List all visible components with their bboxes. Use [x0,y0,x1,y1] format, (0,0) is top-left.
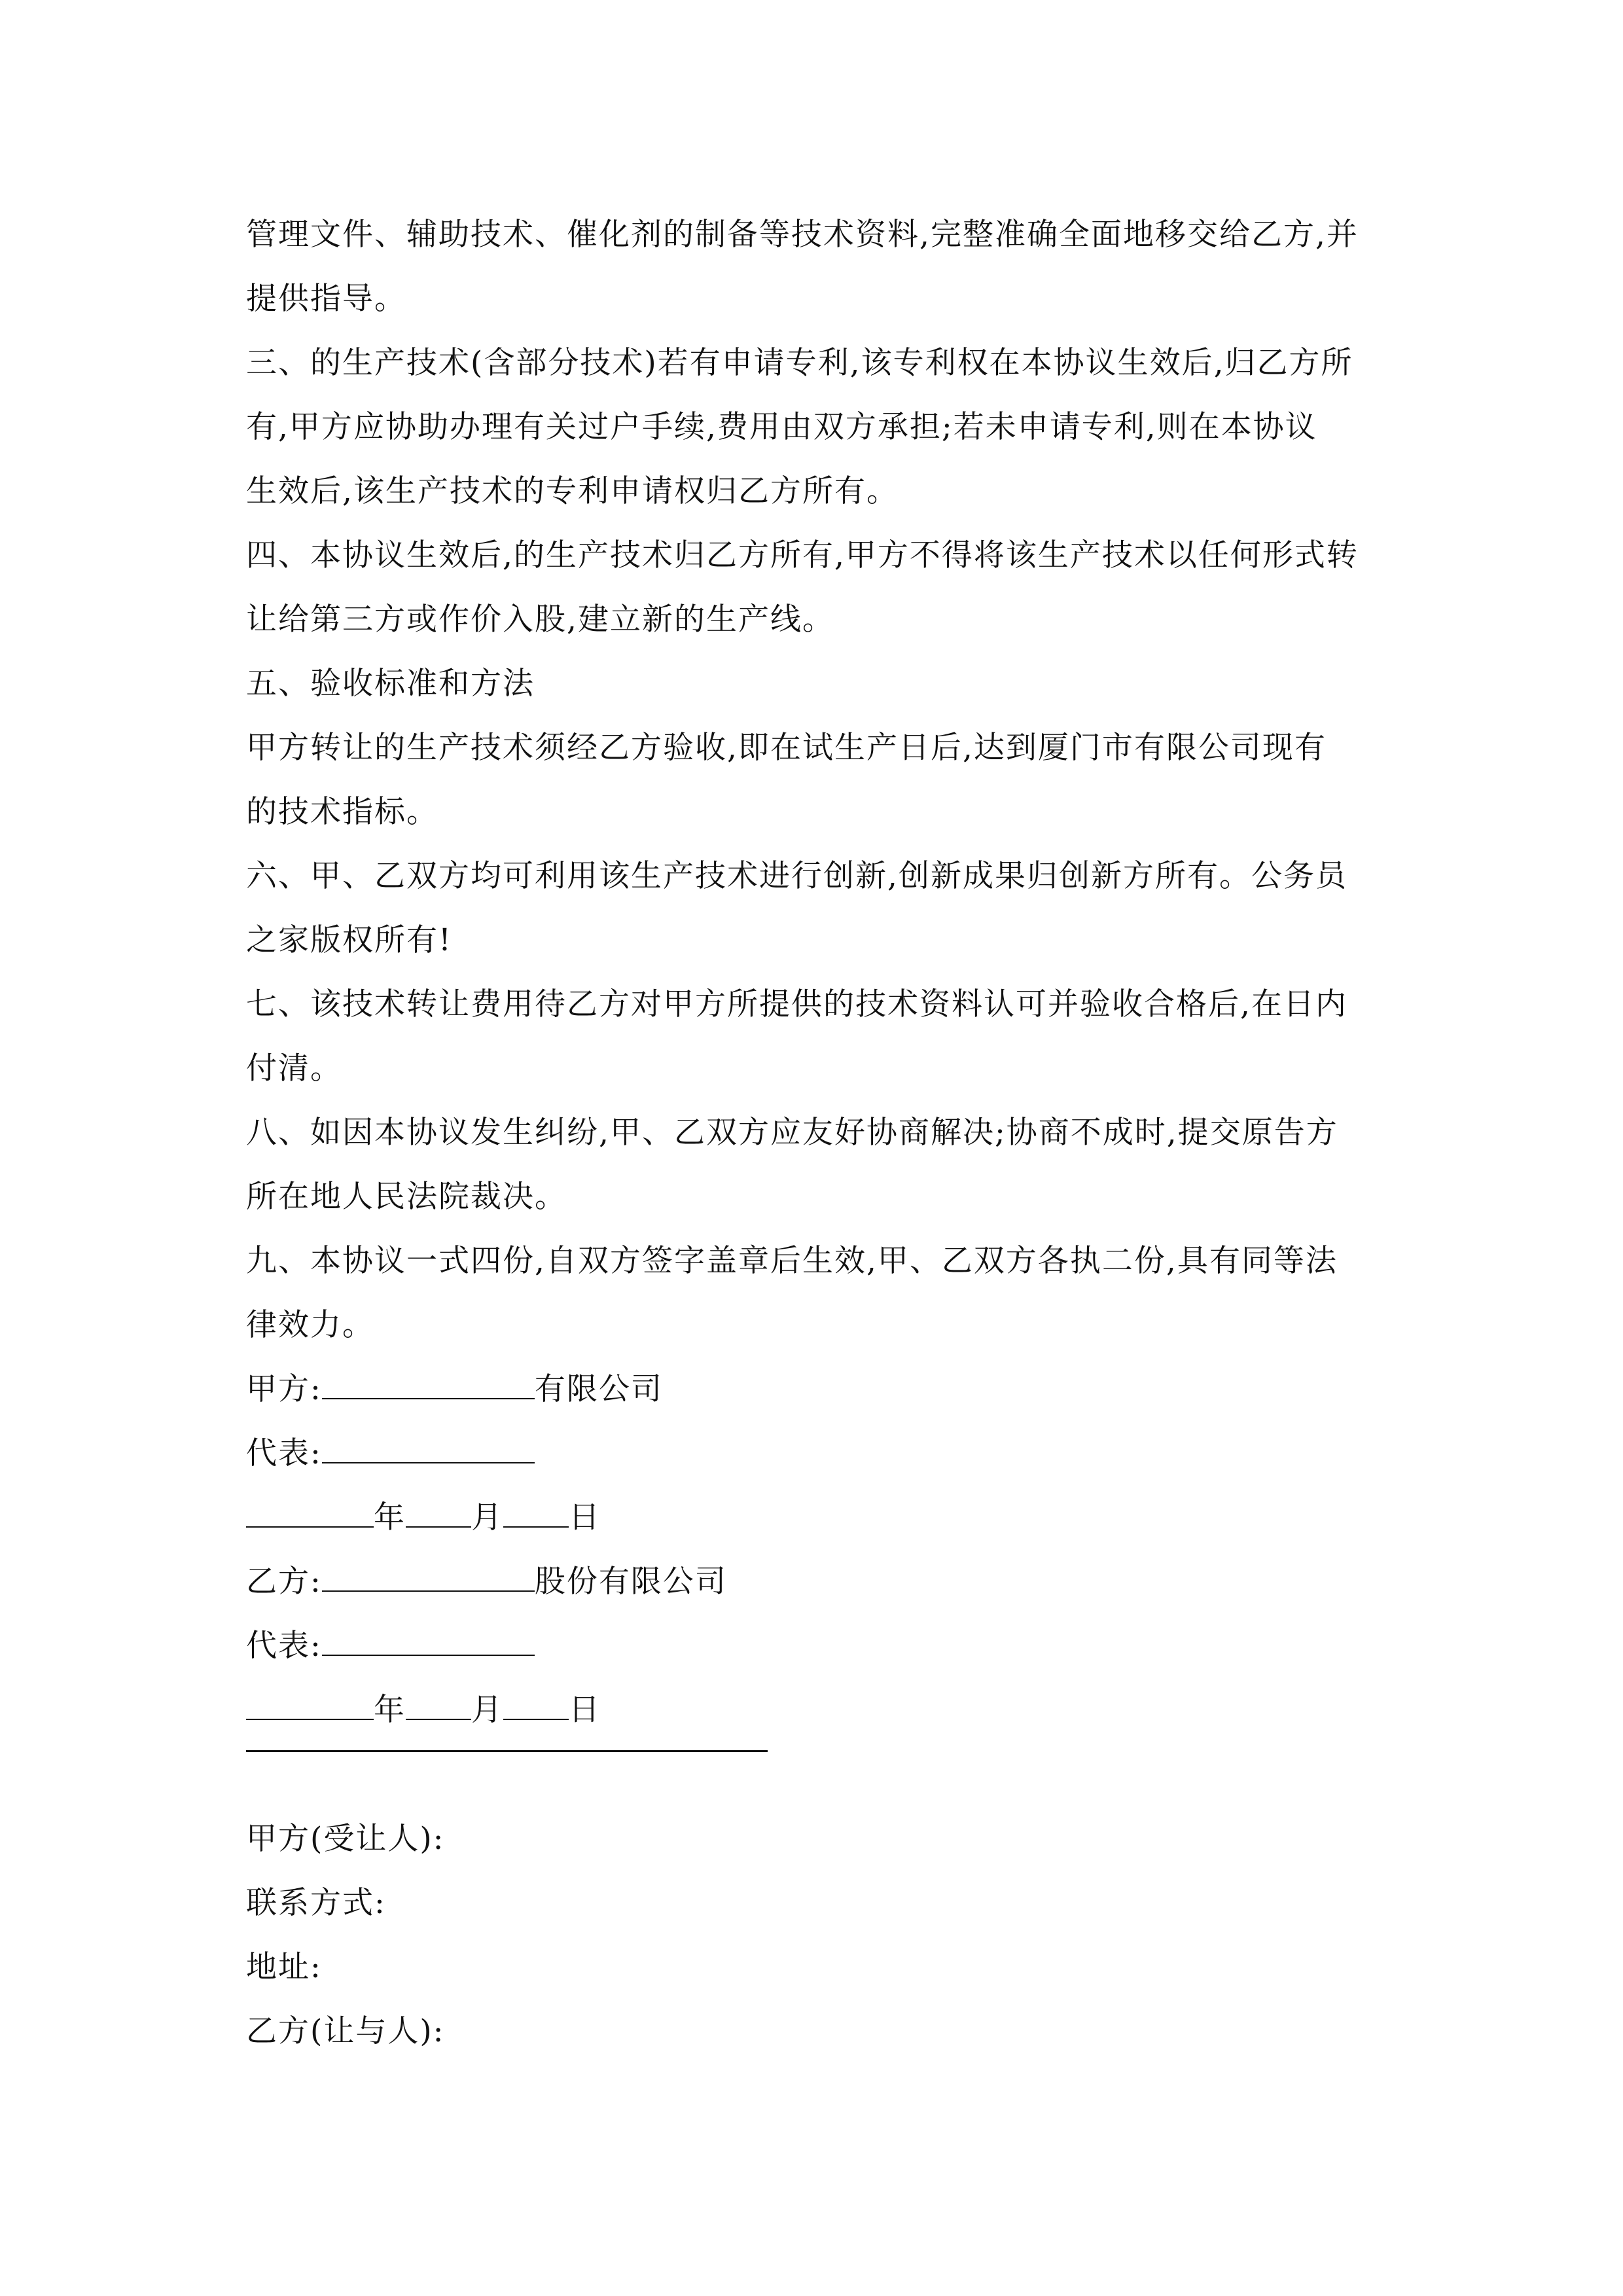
body-line-13: 七、该技术转让费用待乙方对甲方所提供的技术资料认可并验收合格后,在日内 [246,986,1347,1022]
body-line-18: 律效力。 [246,1307,374,1343]
party-b-rep-blank [322,1615,535,1656]
body-line-17: 九、本协议一式四份,自双方签字盖章后生效,甲、乙双方各执二份,具有同等法 [246,1243,1338,1279]
body-line-6: 四、本协议生效后,的生产技术归乙方所有,甲方不得将该生产技术以任何形式转 [246,537,1359,573]
body-line-9: 甲方转让的生产技术须经乙方验收,即在试生产日后,达到厦门市有限公司现有 [246,730,1327,766]
party-a-day-label: 日 [569,1499,601,1535]
party-a-year-blank [246,1487,374,1528]
body-line-16: 所在地人民法院裁决。 [246,1179,567,1215]
body-line-11: 六、甲、乙双方均可利用该生产技术进行创新,创新成果归创新方所有。公务员 [246,858,1347,894]
body-line-1: 管理文件、辅助技术、催化剂的制备等技术资料,完整准确全面地移交给乙方,并 [246,217,1359,253]
body-line-2: 提供指导。 [246,281,406,317]
party-b-date-line [246,1678,1398,1742]
party-b-day-blank [503,1679,569,1720]
body-line-14: 付清。 [246,1050,342,1086]
party-a-rep-label: 代表: [246,1435,322,1471]
party-a-date-line [246,1486,1398,1550]
contact-party-b: 乙方(让与人): [246,2013,445,2049]
body-line-7: 让给第三方或作价入股,建立新的生产线。 [246,601,834,637]
body-line-3: 三、的生产技术(含部分技术)若有申请专利,该专利权在本协议生效后,归乙方所 [246,345,1353,381]
body-line-12: 之家版权所有! [246,922,452,958]
party-b-day-label: 日 [569,1692,601,1728]
party-b-year-label: 年 [374,1692,406,1728]
party-b-rep-label: 代表: [246,1628,322,1664]
party-b-suffix: 股份有限公司 [534,1564,727,1600]
body-line-4: 有,甲方应协助办理有关过户手续,费用由双方承担;若未申请专利,则在本协议 [246,409,1317,445]
contact-phone: 联系方式: [246,1885,386,1921]
party-b-label: 乙方: [246,1564,322,1600]
party-b-month-blank [406,1679,471,1720]
party-a-year-label: 年 [374,1499,406,1535]
party-a-day-blank [503,1487,569,1528]
body-line-8: 五、验收标准和方法 [246,666,535,702]
party-b-year-blank [246,1679,374,1720]
party-a-rep-blank [322,1423,535,1463]
party-a-month-label: 月 [471,1499,503,1535]
body-line-5: 生效后,该生产技术的专利申请权归乙方所有。 [246,473,899,509]
party-a-rep-line [246,1422,1398,1486]
document-page [246,203,1398,2064]
party-b-rep-line [246,1614,1398,1678]
party-a-suffix: 有限公司 [534,1371,663,1407]
section-divider [246,1750,768,1777]
body-line-15: 八、如因本协议发生纠纷,甲、乙双方应友好协商解决;协商不成时,提交原告方 [246,1115,1338,1151]
party-a-month-blank [406,1487,471,1528]
party-b-line [246,1550,1398,1614]
contact-party-a: 甲方(受让人): [246,1821,445,1857]
party-a-label: 甲方: [246,1371,322,1407]
party-a-name-blank [322,1359,535,1399]
party-b-name-blank [322,1551,535,1592]
body-line-10: 的技术指标。 [246,794,438,830]
party-b-month-label: 月 [471,1692,503,1728]
party-a-line [246,1357,1398,1422]
contact-address: 地址: [246,1949,322,1985]
